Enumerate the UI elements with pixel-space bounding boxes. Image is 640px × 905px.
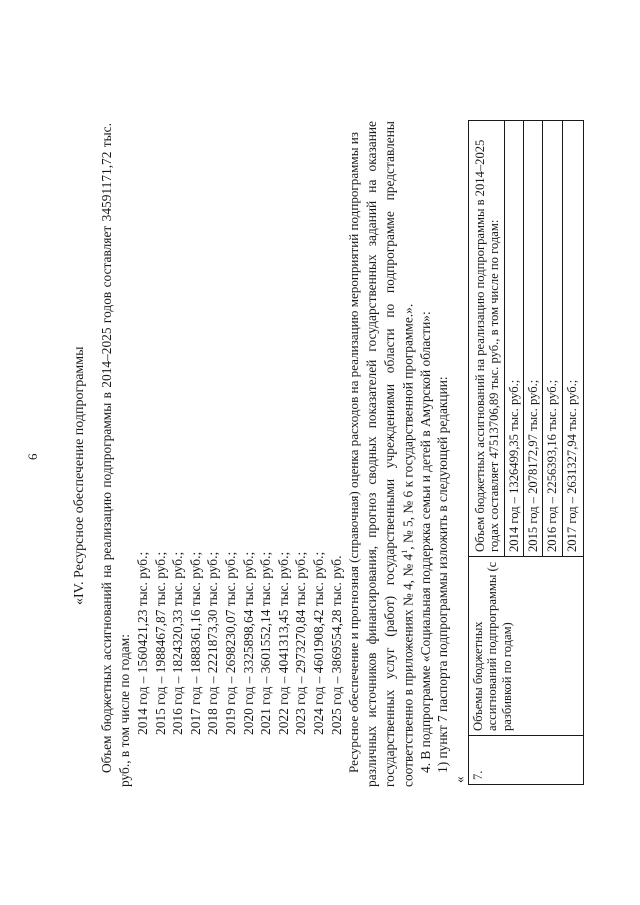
word: 34591171,72 [99,151,114,222]
row-content [469,121,584,557]
item-4: 4. В подпрограмме «Социальная поддержка семьи и детей в Амурской области»: [418,311,433,773]
row-number: 7. [469,736,584,785]
word: области [382,328,397,374]
year-item: 2022 год – 4041313,45 тыс. руб.; [275,551,291,735]
word: прогноз [364,492,379,538]
word: (работ) [382,595,397,637]
year-item: 2020 год – 3325898,64 тыс. руб.; [240,551,256,735]
paragraph-2-line-4 [401,304,415,787]
word: государственных [364,254,379,352]
passport-table [468,120,584,785]
word: источников [364,652,379,718]
word: подпрограмме [382,211,397,294]
paragraph-1-line-2: руб., в том числе по годам: [117,634,132,787]
word: финансирования, [364,545,379,645]
word: годов [99,291,114,324]
content-year-item: 2014 год – 1326499,35 тыс. руб.; [504,121,523,556]
word: различных [364,725,379,787]
word: реализацию [99,492,114,561]
word: составляет [99,225,114,288]
word: государственными [382,478,397,586]
year-item: 2017 год – 1888361,16 тыс. руб.; [187,551,203,735]
word: тыс. [99,123,114,148]
year-item: 2019 год – 2698230,07 тыс. руб.; [223,551,238,735]
paragraph-2-line-1: Ресурсное обеспечение и прогнозная (справочная) оценка расходов на реализацию мероприятий подпрограммы из [346,132,361,773]
word: 2014–2025 [99,327,114,388]
year-item: 2021 год – 3601552,14 тыс. руб.; [258,551,274,735]
content-years [504,125,581,552]
item-4-subitem-1: 1) пункт 7 паспорта подпрограммы изложить в следующей редакции: [435,376,450,773]
word: сводных [364,436,379,485]
word: оказание [364,121,379,172]
word: учреждениями [382,383,397,469]
word: в [99,392,114,399]
year-item: 2018 год – 2221873,30 тыс. руб.; [205,551,221,735]
content-intro: Объем бюджетных ассигнований на реализацию подпрограммы в 2014–2025 годах составляет 47513706,89 тыс. руб., в том числе по годам: [473,139,502,552]
content-year-item: 2017 год – 2631327,94 тыс. руб.; [562,121,581,556]
word: показателей [364,359,379,429]
word: подпрограммы [99,402,114,488]
word: государственных [382,689,397,787]
section-title: «IV. Ресурсное обеспечение подпрограммы [72,346,87,605]
quote-open-mark: « [452,776,467,783]
word: на [99,564,114,578]
year-item: 2015 год – 1988467,87 тыс. руб.; [152,551,168,735]
word: ассигнований [99,582,114,661]
paragraph-2-line-3 [383,121,396,787]
year-item: 2016 год – 1824320,33 тыс. руб.; [170,551,186,735]
table-row [469,121,584,785]
content-year-item: 2016 год – 2256393,16 тыс. руб.; [542,121,561,556]
word: представлены [382,121,397,201]
page-number: 6 [25,453,40,460]
word: на [364,179,379,193]
year-item: 2024 год – 4601908,42 тыс. руб.; [311,551,326,735]
word: услуг [382,647,397,679]
content-year-item: 2015 год – 2078172,97 тыс. руб.; [523,121,542,556]
appendix-superscript: 1 [400,549,409,554]
word: по [382,303,397,318]
year-item: 2014 год – 1560421,23 тыс. руб.; [135,551,150,735]
paragraph-2-line-4-text: соответственно в приложениях № 4, № 4 [400,553,416,787]
paragraph-2-line-2 [365,121,378,787]
year-item: 2023 год – 2973270,84 тыс. руб.; [293,551,309,735]
word: Объем [99,735,114,773]
word: заданий [364,200,379,247]
row-label: Объемы бюджетных ассигнований подпрограммы (с разбивкой по годам) [469,557,584,736]
year-item: 2025 год – 3869554,28 тыс. руб. [328,555,344,735]
word: бюджетных [99,664,114,732]
paragraph-2-line-4-end: , № 5, № 6 к государственной программе.». [400,303,416,550]
paragraph-1-line-1 [100,123,113,773]
